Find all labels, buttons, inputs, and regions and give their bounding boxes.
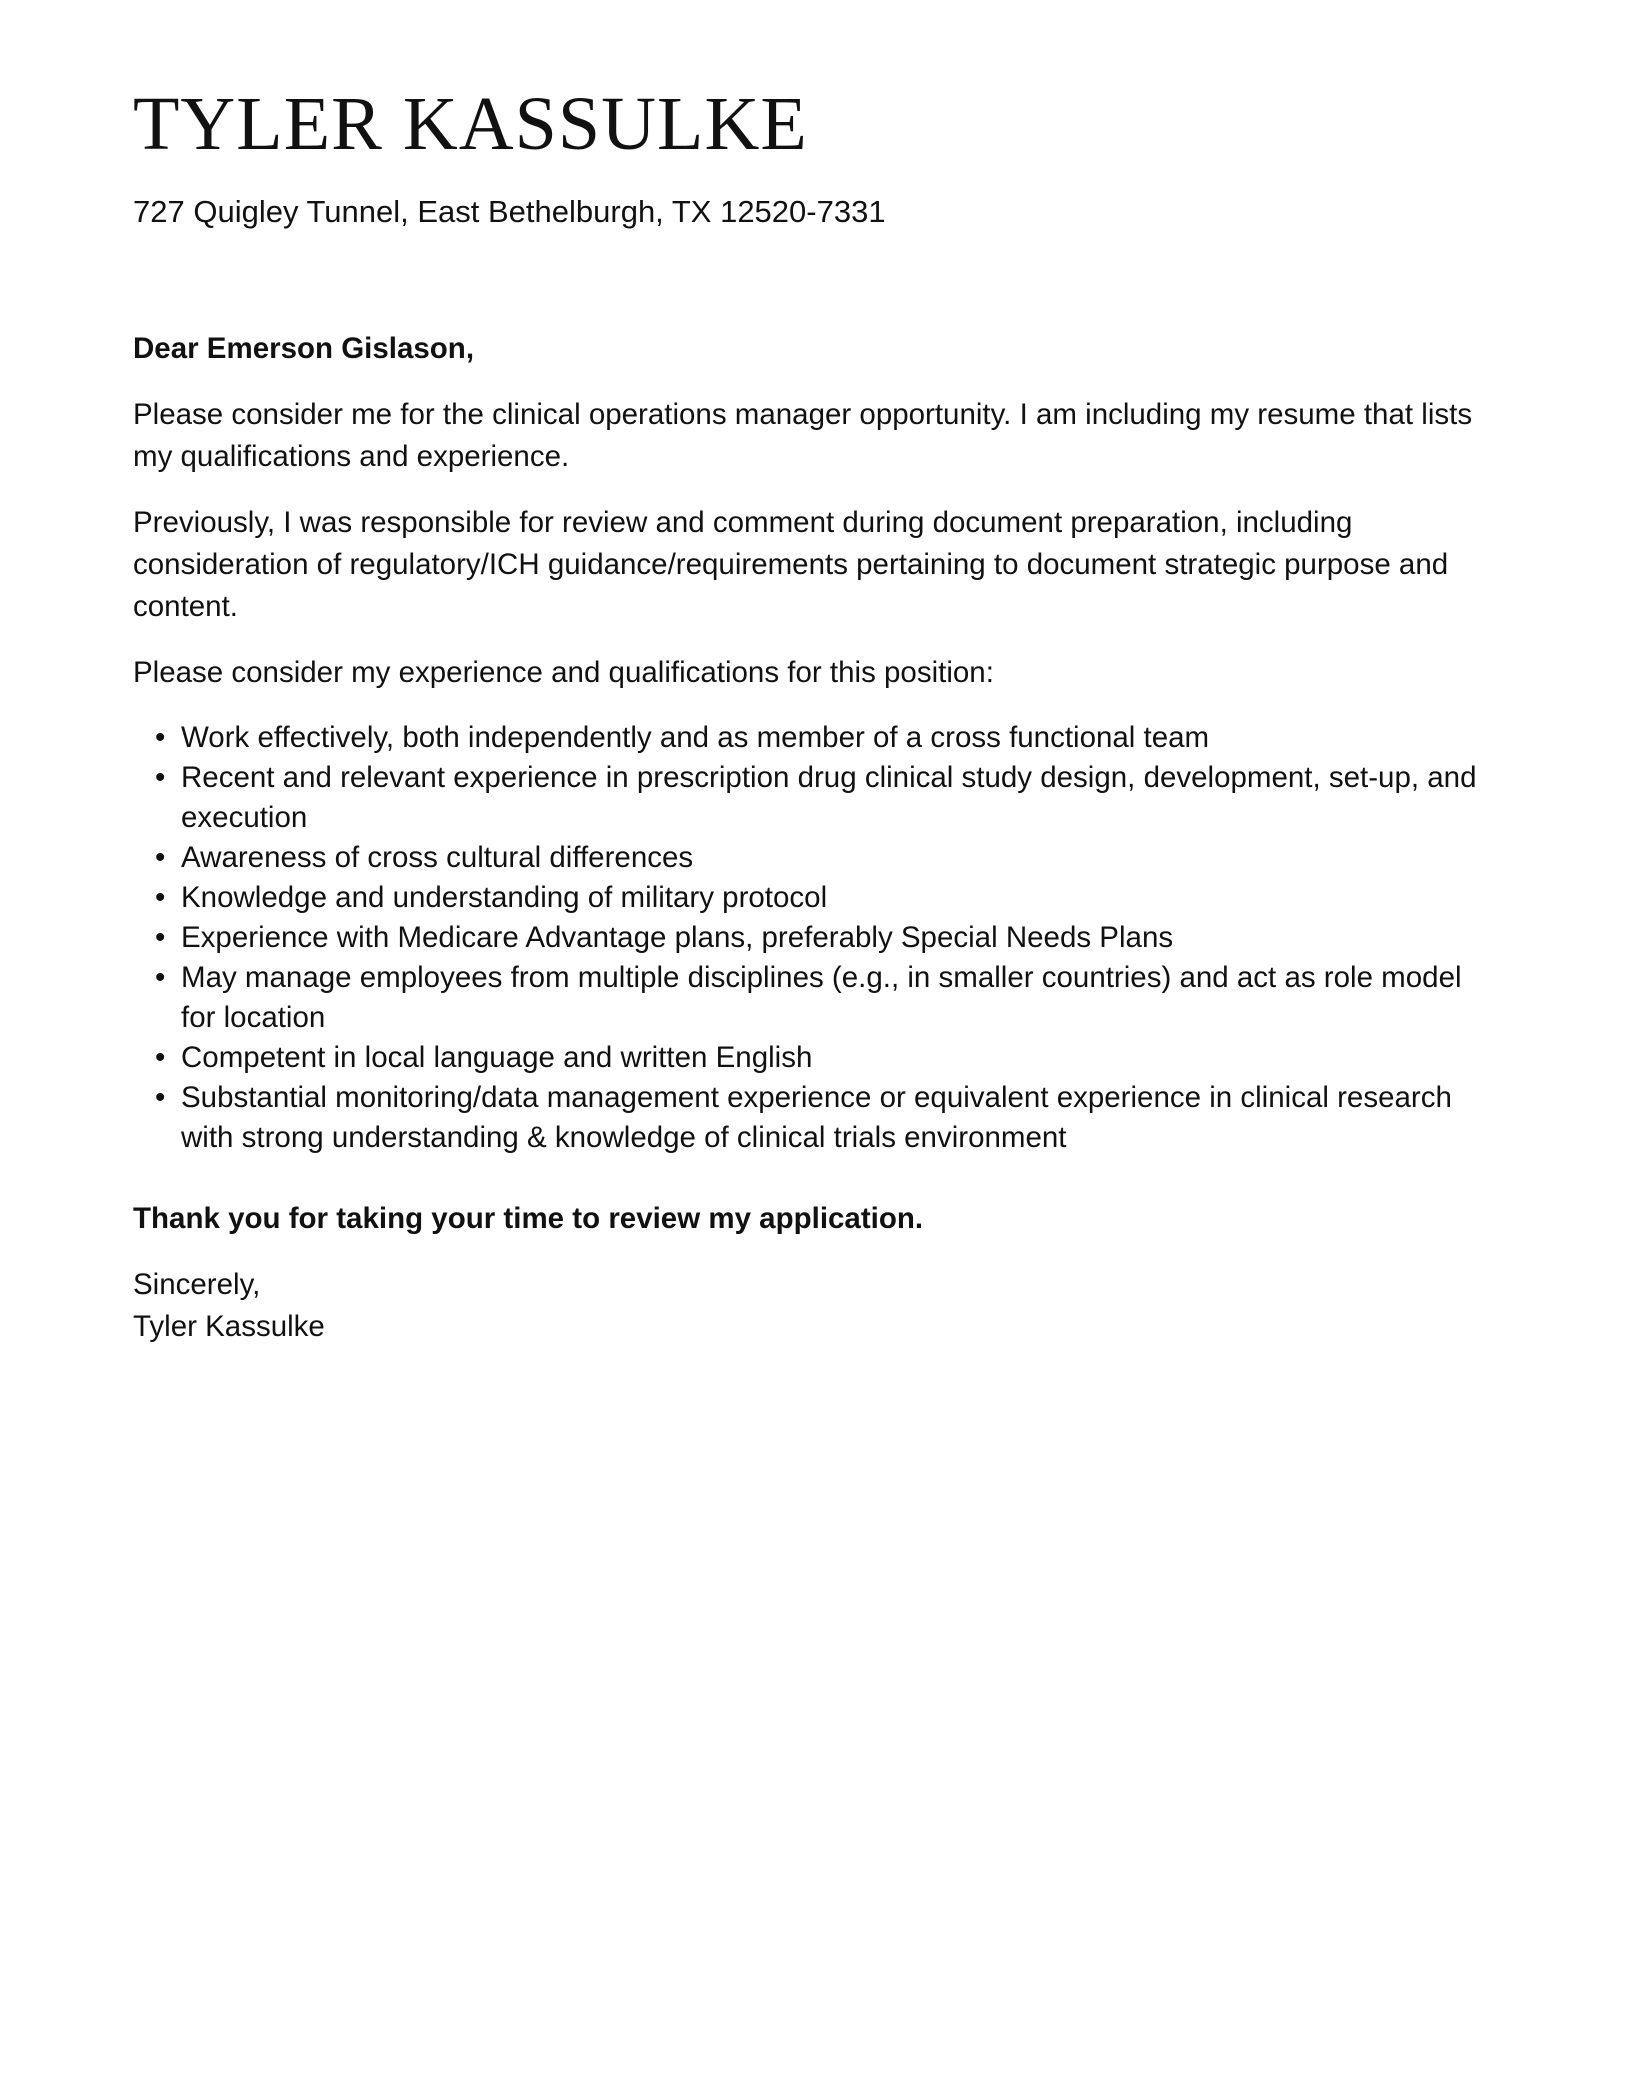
bullet-icon: • (155, 1081, 166, 1114)
qualifications-lead-in: Please consider my experience and qualifications for this position: (133, 656, 994, 689)
list-item-text: Work effectively, both independently and as member of a cross functional team (181, 721, 1210, 754)
list-item (133, 958, 1503, 1038)
list-item-text: May manage employees from multiple disciplines (e.g., in smaller countries) and act as role model for location (181, 961, 1462, 1034)
signature: Tyler Kassulke (133, 1310, 325, 1343)
experience-paragraph: Previously, I was responsible for review and comment during document preparation, including consideration of regulatory/ICH guidance/requirements pertaining to document strategic purpose and content. (133, 506, 1449, 623)
list-item (133, 838, 1503, 878)
bullet-icon: • (155, 721, 166, 754)
list-item (133, 918, 1503, 958)
qualifications-list (133, 718, 1503, 1158)
list-item-text: Recent and relevant experience in prescription drug clinical study design, development, set-up, and execution (181, 761, 1477, 834)
bullet-icon: • (155, 881, 166, 914)
list-item (133, 1038, 1503, 1078)
list-item-text: Experience with Medicare Advantage plans, preferably Special Needs Plans (181, 921, 1174, 954)
list-item (133, 718, 1503, 758)
list-item-text: Knowledge and understanding of military protocol (181, 881, 828, 914)
salutation: Dear Emerson Gislason, (133, 332, 475, 365)
bullet-icon: • (155, 961, 166, 994)
list-item (133, 878, 1503, 918)
bullet-icon: • (155, 841, 166, 874)
intro-paragraph: Please consider me for the clinical operations manager opportunity. I am including my resume that lists my qualifications and experience. (133, 398, 1473, 473)
applicant-name: TYLER KASSULKE (133, 82, 808, 166)
applicant-address: 727 Quigley Tunnel, East Bethelburgh, TX 12520-7331 (133, 194, 886, 229)
list-item (133, 1078, 1503, 1158)
closing-line: Thank you for taking your time to review my application. (133, 1202, 924, 1235)
bullet-icon: • (155, 921, 166, 954)
list-item-text: Awareness of cross cultural differences (181, 841, 694, 874)
list-item-text: Substantial monitoring/data management experience or equivalent experience in clinical research with strong understanding & knowledge of clinical trials environment (181, 1081, 1452, 1154)
bullet-icon: • (155, 761, 166, 794)
list-item-text: Competent in local language and written English (181, 1041, 813, 1074)
bullet-icon: • (155, 1041, 166, 1074)
letter-body (133, 328, 1503, 1348)
signoff: Sincerely, (133, 1268, 261, 1301)
list-item (133, 758, 1503, 838)
